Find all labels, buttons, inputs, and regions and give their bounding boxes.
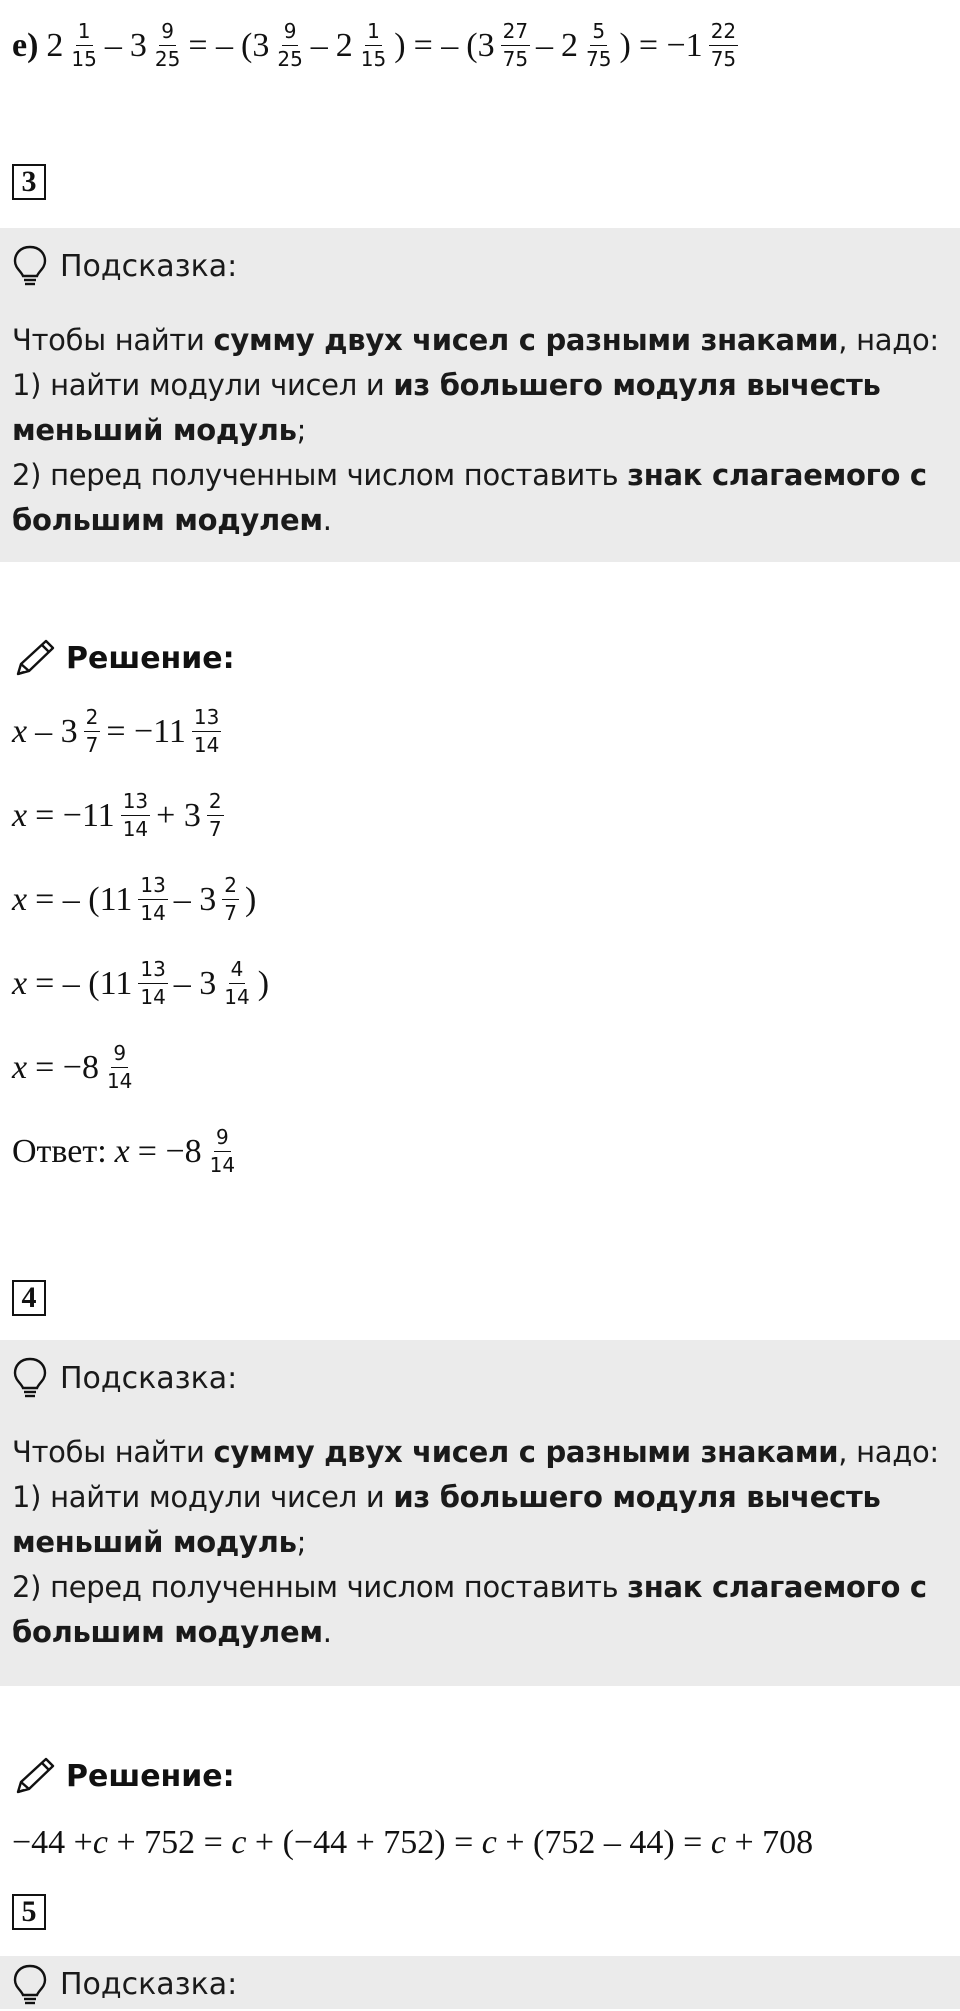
text: ; xyxy=(296,413,307,447)
numerator: 27 xyxy=(501,20,530,46)
expression: −44 + xyxy=(12,1824,93,1861)
hint-paragraph xyxy=(12,1565,948,1655)
fraction xyxy=(192,706,221,757)
numerator: 2 xyxy=(84,706,101,732)
denominator: 14 xyxy=(140,901,166,925)
denominator: 14 xyxy=(193,733,220,757)
solution-line-1 xyxy=(12,706,227,757)
whole-part: 3 xyxy=(252,26,270,64)
numerator: 9 xyxy=(111,1042,128,1068)
numerator: 2 xyxy=(222,874,239,900)
hint-title: Подсказка: xyxy=(60,248,238,284)
fraction xyxy=(709,20,738,71)
expression: – 3 xyxy=(35,712,78,750)
hint-paragraph xyxy=(12,318,948,363)
hint-paragraph xyxy=(12,1475,948,1565)
solution-heading-task4 xyxy=(12,1754,235,1798)
answer-line xyxy=(12,1126,243,1177)
fraction xyxy=(84,706,101,757)
emphasis: из большего модуля вычесть меньший модуль xyxy=(12,368,881,447)
numerator: 1 xyxy=(76,20,93,46)
pencil-icon xyxy=(12,636,58,680)
pencil-icon xyxy=(12,1754,58,1798)
equation-line-e xyxy=(12,20,744,71)
lightbulb-icon xyxy=(12,1963,48,2007)
numerator: 9 xyxy=(282,20,299,46)
denominator: 75 xyxy=(502,47,529,71)
denominator: 7 xyxy=(224,901,238,925)
numerator: 13 xyxy=(138,874,167,900)
expression: + 708 xyxy=(725,1824,814,1861)
numerator: 9 xyxy=(159,20,176,46)
denominator: 14 xyxy=(140,985,166,1009)
emphasis: сумму двух чисел с разными знаками xyxy=(213,323,839,357)
text: . xyxy=(322,503,332,537)
variable: x xyxy=(12,1048,28,1086)
emphasis: сумму двух чисел с разными знаками xyxy=(213,1435,839,1469)
operator: = – xyxy=(413,26,459,64)
text: 2) перед полученным числом поставить xyxy=(12,1570,628,1604)
hint-panel-task4 xyxy=(0,1340,960,1686)
task-number-3: 3 xyxy=(12,164,46,200)
numerator: 1 xyxy=(365,20,382,46)
denominator: 7 xyxy=(208,817,222,841)
variable: x xyxy=(12,964,28,1002)
hint-header xyxy=(12,1348,948,1408)
solution-line-3 xyxy=(12,874,256,925)
expression: = – (11 xyxy=(35,880,133,918)
operator: – xyxy=(536,26,554,64)
text: , надо: xyxy=(838,323,939,357)
solution-line-task4 xyxy=(12,1826,813,1860)
solution-title: Решение: xyxy=(66,1758,235,1794)
expression: – 3 xyxy=(173,880,217,918)
numerator: 13 xyxy=(192,706,221,732)
denominator: 7 xyxy=(85,733,99,757)
solution-line-2 xyxy=(12,790,230,841)
hint-title: Подсказка: xyxy=(60,1360,238,1396)
expression: = −8 xyxy=(35,1048,99,1086)
text: 1) найти модули чисел и xyxy=(12,368,394,402)
text: Чтобы найти xyxy=(12,1435,214,1469)
solution-line-4 xyxy=(12,958,269,1009)
hint-text xyxy=(12,318,948,543)
hint-paragraph xyxy=(12,363,948,453)
numerator: 2 xyxy=(207,790,224,816)
fraction xyxy=(275,20,304,71)
text: , надо: xyxy=(838,1435,939,1469)
paren: ) xyxy=(619,26,631,64)
fraction xyxy=(584,20,613,71)
solution-line-5 xyxy=(12,1042,140,1093)
task-number-4: 4 xyxy=(12,1280,46,1316)
lightbulb-icon xyxy=(12,244,48,288)
item-label: е) xyxy=(12,26,39,64)
operator: = −1 xyxy=(638,26,703,64)
hint-paragraph xyxy=(12,1430,948,1475)
hint-panel-task5 xyxy=(0,1956,960,2009)
numerator: 13 xyxy=(121,790,150,816)
fraction xyxy=(69,20,98,71)
whole-part: 2 xyxy=(335,26,353,64)
answer-label: Ответ: xyxy=(12,1132,107,1170)
denominator: 14 xyxy=(122,817,149,841)
solution-title: Решение: xyxy=(66,640,235,676)
denominator: 14 xyxy=(106,1069,133,1093)
variable: x xyxy=(12,712,28,750)
text: . xyxy=(322,1615,332,1649)
fraction xyxy=(208,1126,237,1177)
variable: c xyxy=(92,1824,108,1861)
text: Чтобы найти xyxy=(12,323,214,357)
fraction xyxy=(207,790,224,841)
fraction xyxy=(105,1042,134,1093)
fraction xyxy=(222,874,239,925)
operator: – xyxy=(104,26,122,64)
paren: ( xyxy=(466,26,478,64)
expression: + 752 = xyxy=(107,1824,232,1861)
text: 2) перед полученным числом поставить xyxy=(12,458,628,492)
solution-heading-task3 xyxy=(12,636,235,680)
variable: c xyxy=(231,1824,247,1861)
expression: + (−44 + 752) = xyxy=(246,1824,482,1861)
variable: x xyxy=(12,880,28,918)
whole-part: 3 xyxy=(129,26,147,64)
variable: x xyxy=(114,1132,130,1170)
denominator: 25 xyxy=(154,47,181,71)
paren: ) xyxy=(394,26,406,64)
paren: ) xyxy=(257,964,270,1002)
denominator: 15 xyxy=(71,47,97,71)
numerator: 5 xyxy=(590,20,607,46)
denominator: 14 xyxy=(209,1153,236,1177)
numerator: 9 xyxy=(214,1126,231,1152)
expression: = −11 xyxy=(106,712,186,750)
emphasis: знак слагаемого с большим модулем xyxy=(12,458,927,537)
whole-part: 2 xyxy=(561,26,579,64)
operator: = – xyxy=(188,26,234,64)
fraction xyxy=(138,958,167,1009)
hint-text xyxy=(12,1430,948,1655)
denominator: 75 xyxy=(586,47,612,71)
fraction xyxy=(222,958,251,1009)
whole-part: 2 xyxy=(46,26,64,64)
lightbulb-icon xyxy=(12,1356,48,1400)
paren: ) xyxy=(245,880,257,918)
hint-header xyxy=(12,1958,948,2011)
expression: + 3 xyxy=(156,796,201,834)
hint-panel-task3 xyxy=(0,228,960,562)
text: 1) найти модули чисел и xyxy=(12,1480,394,1514)
expression: + (752 – 44) = xyxy=(496,1824,711,1861)
denominator: 15 xyxy=(360,47,387,71)
fraction xyxy=(138,874,167,925)
emphasis: знак слагаемого с большим модулем xyxy=(12,1570,927,1649)
hint-header xyxy=(12,236,948,296)
numerator: 4 xyxy=(229,958,246,984)
variable: c xyxy=(710,1824,726,1861)
operator: – xyxy=(310,26,328,64)
expression: = – (11 xyxy=(35,964,133,1002)
expression: = −8 xyxy=(137,1132,202,1170)
hint-paragraph xyxy=(12,453,948,543)
denominator: 14 xyxy=(224,985,250,1009)
numerator: 22 xyxy=(709,20,738,46)
fraction xyxy=(153,20,182,71)
denominator: 75 xyxy=(710,47,737,71)
variable: c xyxy=(481,1824,497,1861)
expression: – 3 xyxy=(173,964,217,1002)
task-number-5: 5 xyxy=(12,1894,46,1930)
numerator: 13 xyxy=(138,958,167,984)
fraction xyxy=(501,20,530,71)
denominator: 25 xyxy=(277,47,303,71)
fraction xyxy=(359,20,388,71)
emphasis: из большего модуля вычесть меньший модуль xyxy=(12,1480,881,1559)
paren: ( xyxy=(241,26,253,64)
expression: = −11 xyxy=(35,796,115,834)
whole-part: 3 xyxy=(477,26,495,64)
variable: x xyxy=(12,796,28,834)
fraction xyxy=(121,790,150,841)
hint-title: Подсказка: xyxy=(60,1967,238,2002)
text: ; xyxy=(296,1525,307,1559)
